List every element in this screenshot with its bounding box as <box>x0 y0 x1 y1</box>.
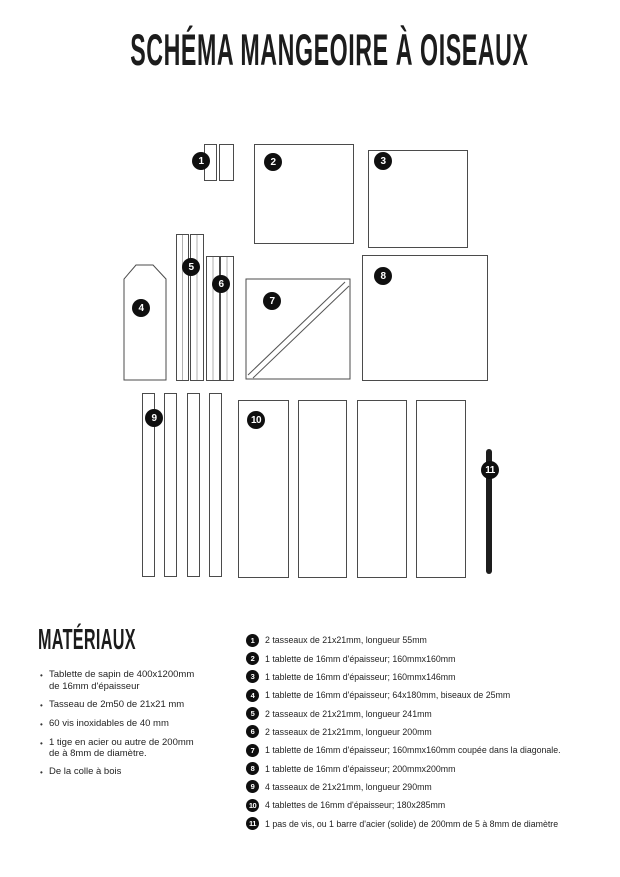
legend-item-text: 2 tasseaux de 21x21mm, longueur 241mm <box>265 708 432 719</box>
legend-item-text: 2 tasseaux de 21x21mm, longueur 200mm <box>265 726 432 737</box>
legend-item-text: 1 tablette de 16mm d'épaisseur; 200mmx200mm <box>265 763 456 774</box>
part-number-badge-9: 9 <box>145 409 163 427</box>
legend-number-badge: 9 <box>246 780 259 793</box>
materials-heading: MATÉRIAUX <box>38 624 136 656</box>
legend-item <box>246 723 611 741</box>
legend-list <box>246 631 611 833</box>
legend-number-badge: 11 <box>246 817 259 830</box>
legend-item-text: 4 tablettes de 16mm d'épaisseur; 180x285mm <box>265 800 446 811</box>
piece-9-tasseau-c <box>187 393 200 577</box>
bullet-icon: • <box>40 700 43 710</box>
material-item-text: 60 vis inoxidables de 40 mm <box>49 717 169 729</box>
bullet-icon: • <box>40 719 43 729</box>
material-item-text: 1 tige en acier ou autre de 200mm de à 8mm de diamètre. <box>49 736 194 759</box>
part-number-badge-6: 6 <box>212 275 230 293</box>
material-item <box>40 669 253 692</box>
material-item <box>40 737 253 760</box>
piece-10-board-c <box>357 400 407 578</box>
part-number-badge-4: 4 <box>132 299 150 317</box>
legend-item <box>246 796 611 814</box>
piece-10-board-a <box>238 400 289 578</box>
part-number-badge-3: 3 <box>374 152 392 170</box>
piece-4-beveled-board <box>123 263 167 382</box>
piece-9-tasseau-b <box>164 393 177 577</box>
legend-number-badge: 1 <box>246 634 259 647</box>
material-item-text: Tablette de sapin de 400x1200mm de 16mm d'épaisseur <box>49 669 195 692</box>
legend-number-badge: 7 <box>246 744 259 757</box>
bullet-icon: • <box>40 671 43 680</box>
part-number-badge-10: 10 <box>247 411 265 429</box>
legend-item <box>246 631 611 649</box>
piece-10-board-d <box>416 400 466 578</box>
part-number-badge-7: 7 <box>263 292 281 310</box>
materials-list <box>40 669 253 779</box>
legend-item <box>246 814 611 832</box>
legend-number-badge: 5 <box>246 707 259 720</box>
part-number-badge-8: 8 <box>374 267 392 285</box>
legend-item-text: 1 tablette de 16mm d'épaisseur; 64x180mm, biseaux de 25mm <box>265 690 511 701</box>
part-number-badge-5: 5 <box>182 258 200 276</box>
piece-10-board-b <box>298 400 347 578</box>
legend-item <box>246 686 611 704</box>
legend-item <box>246 668 611 686</box>
legend-item-text: 2 tasseaux de 21x21mm, longueur 55mm <box>265 635 427 646</box>
legend-item-text: 1 pas de vis, ou 1 barre d'acier (solide) de 200mm de 5 à 8mm de diamètre <box>265 818 559 829</box>
piece-9-tasseau-d <box>209 393 222 577</box>
page-title: SCHÉMA MANGEOIRE À OISEAUX <box>130 26 529 76</box>
legend-item <box>246 704 611 722</box>
material-item <box>40 699 253 712</box>
legend-item <box>246 741 611 759</box>
legend-item <box>246 649 611 667</box>
legend-item <box>246 778 611 796</box>
material-item <box>40 718 253 731</box>
materials-section <box>38 624 253 785</box>
legend-item-text: 1 tablette de 16mm d'épaisseur; 160mmx146mm <box>265 671 456 682</box>
material-item <box>40 766 253 779</box>
legend-number-badge: 6 <box>246 725 259 738</box>
legend-number-badge: 3 <box>246 670 259 683</box>
legend-number-badge: 10 <box>246 799 259 812</box>
material-item-text: De la colle à bois <box>49 766 122 777</box>
part-number-badge-2: 2 <box>264 153 282 171</box>
legend-number-badge: 4 <box>246 689 259 702</box>
bullet-icon: • <box>40 738 43 748</box>
part-number-badge-1: 1 <box>192 152 210 170</box>
piece-1-tasseau-b <box>219 144 234 181</box>
legend-item-text: 1 tablette de 16mm d'épaisseur; 160mmx160mm coupée dans la diagonale. <box>265 745 561 756</box>
part-number-badge-11: 11 <box>481 461 499 479</box>
material-item-text: Tasseau de 2m50 de 21x21 mm <box>49 698 185 710</box>
bullet-icon: • <box>40 768 43 777</box>
legend-number-badge: 2 <box>246 652 259 665</box>
piece-5-tasseau-b <box>190 234 204 381</box>
legend-item-text: 4 tasseaux de 21x21mm, longueur 290mm <box>265 781 432 792</box>
legend-item <box>246 759 611 777</box>
piece-7-diagonal-cut-board <box>245 278 351 380</box>
legend-number-badge: 8 <box>246 762 259 775</box>
legend-item-text: 1 tablette de 16mm d'épaisseur; 160mmx160mm <box>265 653 456 664</box>
piece-5-tasseau-a <box>176 234 189 381</box>
